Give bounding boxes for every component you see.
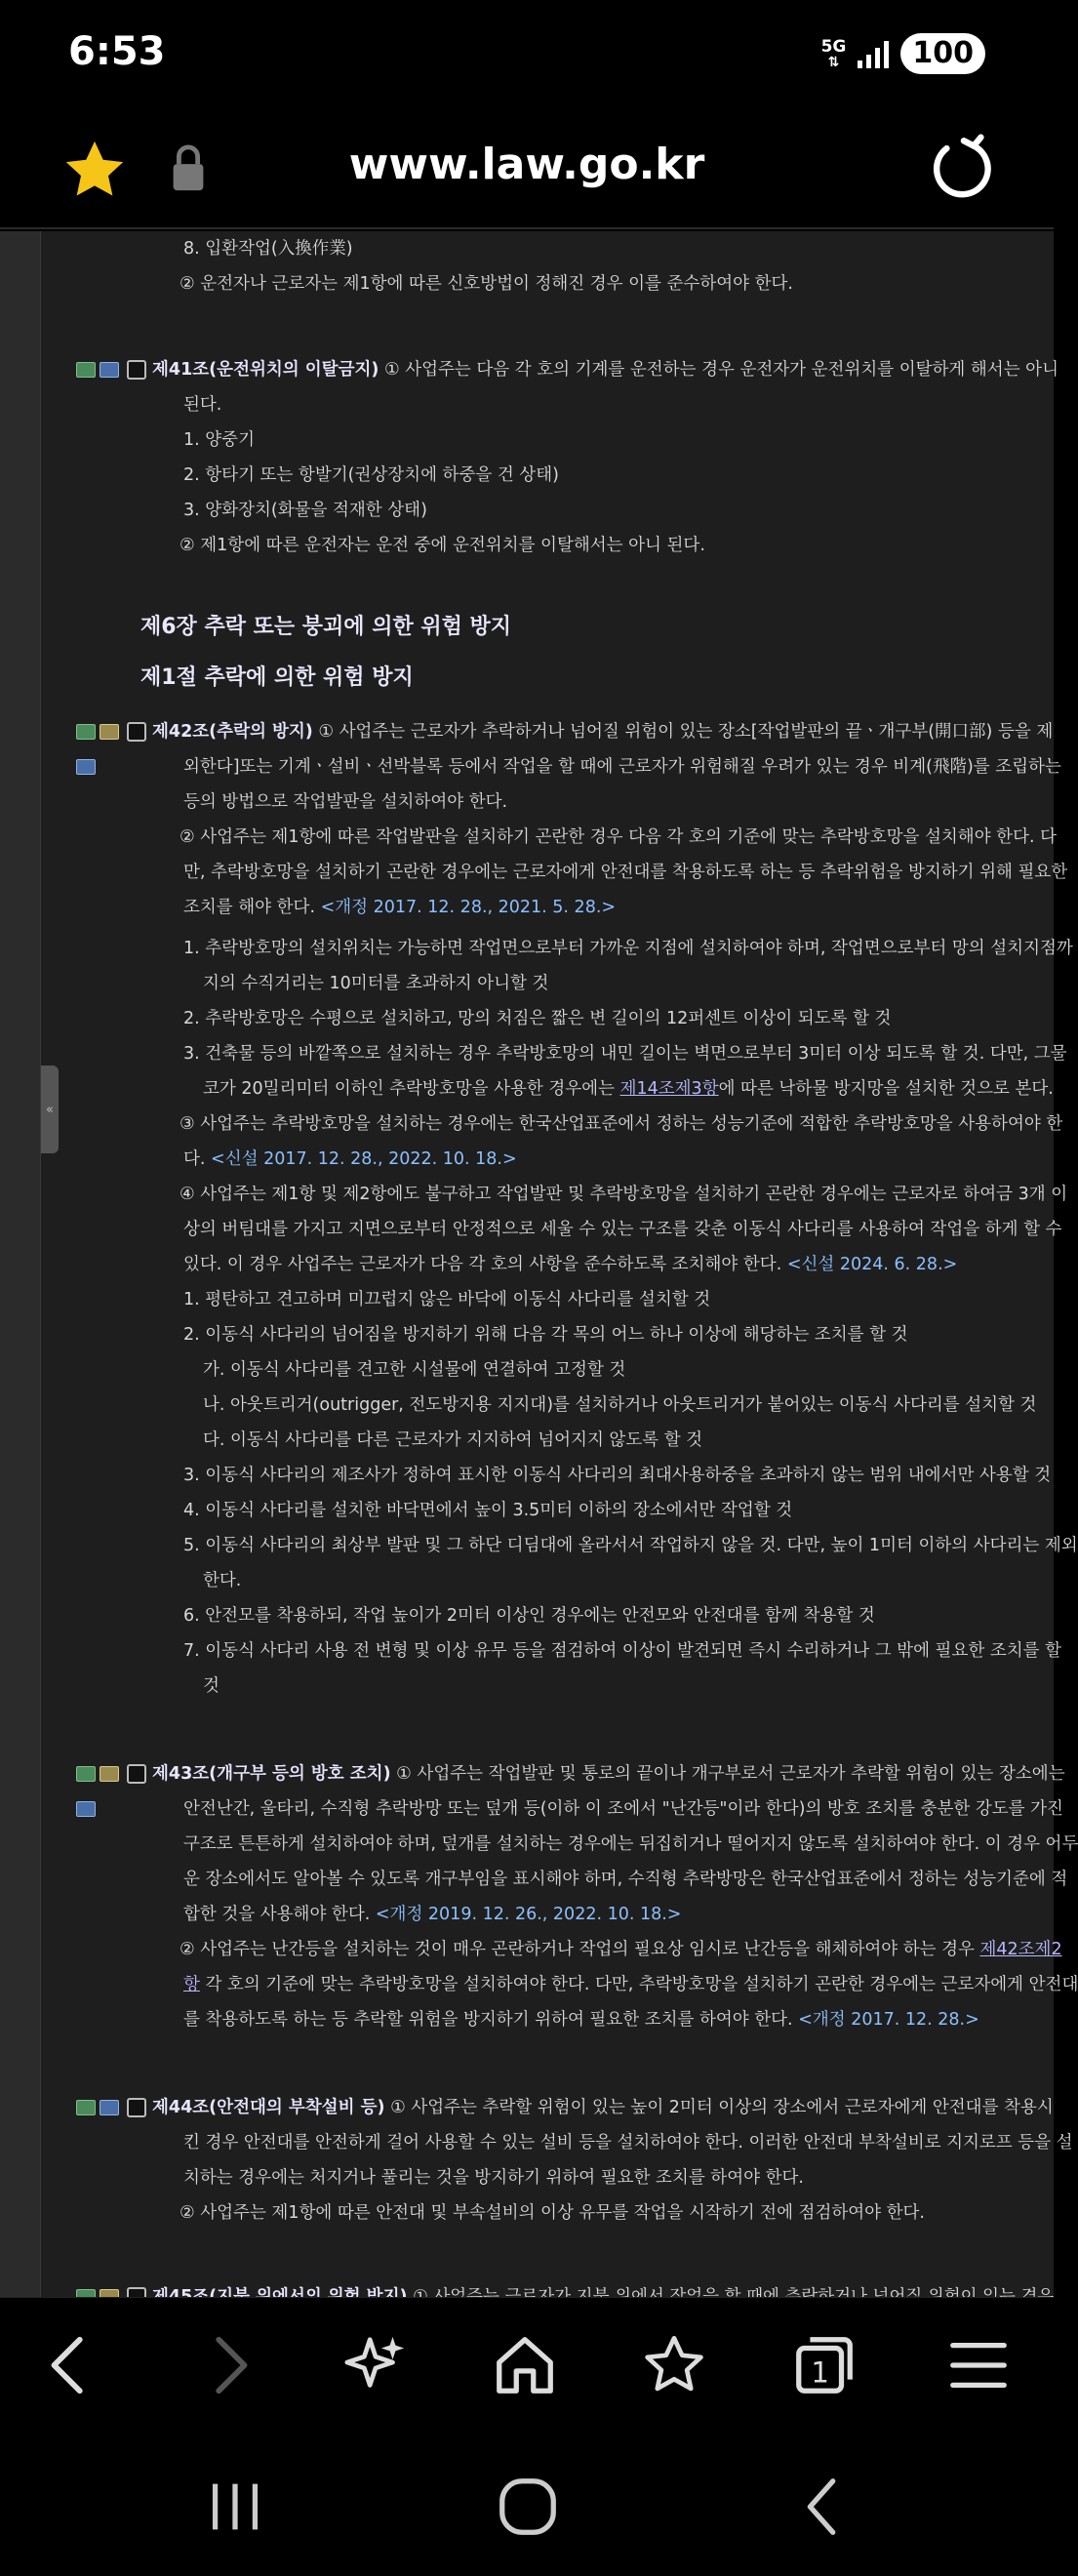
paragraph-text: 다. (183, 1149, 212, 1169)
paragraph (183, 890, 616, 925)
article-42 (76, 714, 1053, 749)
article-checkbox[interactable] (127, 1764, 146, 1784)
revision-note: <개정 2017. 12. 28.> (798, 2010, 979, 2030)
list-item: 3. 양화장치(화물을 적재한 상태) (183, 501, 427, 520)
revision-note: <개정 2019. 12. 26., 2022. 10. 18.> (375, 1905, 682, 1924)
rule-badge-icon[interactable] (100, 2100, 119, 2115)
paragraph: ③ 사업주는 추락방호망을 설치하는 경우에는 한국산업표준에서 정하는 성능기준에 적합한 추락방호망을 사용하여야 한 (180, 1114, 1063, 1134)
paragraph: ② 사업주는 제1항에 따른 작업발판을 설치하기 곤란한 경우 다음 각 호의 기준에 맞는 추락방호망을 설치해야 한다. 다 (180, 827, 1058, 847)
article-title[interactable]: 제44조(안전대의 부착설비 등) (152, 2098, 385, 2117)
rule-badge-icon[interactable] (100, 362, 119, 378)
paragraph (183, 1967, 1078, 2002)
list-item: 7. 이동식 사다리 사용 전 변형 및 이상 유무 등을 점검하여 이상이 발견되면 즉시 수리하거나 그 밖에 필요한 조치를 할 (183, 1641, 1062, 1661)
sub-item: 나. 아웃트리거(outrigger, 전도방지용 지지대)를 설치하거나 아웃트리거가 붙어있는 이동식 사다리를 설치할 것 (203, 1395, 1037, 1415)
reference-link[interactable]: 제14조제3항 (619, 1079, 719, 1099)
list-item: 1. 양중기 (183, 430, 255, 450)
article-checkbox[interactable] (127, 360, 146, 380)
list-item: 8. 입환작업(入換作業) (183, 239, 353, 259)
browser-bottom-toolbar (0, 2297, 1054, 2434)
rule-badge-row (76, 749, 100, 785)
recent-apps-icon[interactable] (201, 2473, 269, 2541)
home-button-icon[interactable] (494, 2473, 562, 2541)
list-item: 6. 안전모를 착용하되, 작업 높이가 2미터 이상인 경우에는 안전모와 안전대를 함께 착용할 것 (183, 1606, 875, 1626)
paragraph: ① 사업주는 다음 각 호의 기계를 운전하는 경우 운전자가 운전위치를 이탈하게 해서는 아니 (379, 360, 1058, 380)
list-item: 한다. (203, 1571, 242, 1590)
paragraph: 된다. (183, 395, 222, 415)
network-label: 5G (820, 36, 847, 57)
paragraph-text: 합한 것을 사용해야 한다. (183, 1905, 376, 1924)
paragraph: 외한다]또는 기계ㆍ설비ㆍ선박블록 등에서 작업을 할 때에 근로자가 위험해질 우려가 있는 경우 비계(飛階)를 조립하는 (183, 757, 1061, 777)
article-title[interactable]: 제41조(운전위치의 이탈금지) (152, 360, 379, 380)
system-navigation-bar (0, 2434, 1054, 2576)
list-item: 1. 추락방호망의 설치위치는 가능하면 작업면으로부터 가까운 지점에 설치하여야 하며, 작업면으로부터 망의 설치지점까 (183, 939, 1073, 958)
paragraph (183, 2002, 979, 2037)
paragraph (183, 1247, 957, 1282)
article-title[interactable]: 제42조(추락의 방지) (152, 722, 313, 742)
paragraph-text: 를 착용하도록 하는 등 추락할 위험을 방지하기 위하여 필요한 조치를 하여야 한다. (183, 2010, 799, 2030)
article-43 (76, 1756, 1065, 1791)
revision-note: <신설 2024. 6. 28.> (786, 1255, 958, 1274)
list-item: 것 (203, 1676, 220, 1696)
paragraph: 상의 버팀대를 가지고 지면으로부터 안정적으로 세울 수 있는 구조를 갖춘 이동식 사다리를 사용하여 작업을 하게 할 수 (183, 1220, 1062, 1239)
paragraph: 안전난간, 울타리, 수직형 추락방망 또는 덮개 등(이하 이 조에서 "난간등"이라 한다)의 방호 조치를 충분한 강도를 가진 (183, 1799, 1063, 1819)
article-44 (76, 2090, 1054, 2125)
list-item: 2. 추락방호망은 수평으로 설치하고, 망의 처짐은 짧은 변 길이의 12퍼센트 이상이 되도록 할 것 (183, 1009, 892, 1028)
paragraph: ① 사업주는 근로자가 추락하거나 넘어질 위험이 있는 장소[작업발판의 끝ㆍ개구부(開口部) 등을 제 (312, 722, 1054, 742)
battery-indicator: 100 (900, 33, 985, 74)
list-item: 지의 수직거리는 10미터를 초과하지 아니할 것 (203, 974, 549, 993)
svg-text:1: 1 (811, 2355, 829, 2390)
home-icon[interactable] (491, 2331, 559, 2399)
rule-badge-icon[interactable] (76, 759, 96, 775)
menu-icon[interactable] (944, 2331, 1013, 2399)
revision-note: <개정 2017. 12. 28., 2021. 5. 28.> (320, 898, 617, 917)
list-item: 4. 이동식 사다리를 설치한 바닥면에서 높이 3.5미터 이하의 장소에서만 작업할 것 (183, 1501, 793, 1520)
chapter-heading: 제6장 추락 또는 붕괴에 의한 위험 방지 (140, 615, 512, 639)
sub-item: 다. 이동식 사다리를 다른 근로자가 지지하여 넘어지지 않도록 할 것 (203, 1430, 703, 1450)
url-text[interactable]: www.law.go.kr (348, 140, 705, 189)
bookmarks-icon[interactable] (640, 2331, 708, 2399)
law-badge-icon[interactable] (76, 1766, 96, 1782)
article-checkbox[interactable] (127, 722, 146, 742)
forward-icon[interactable] (193, 2331, 261, 2399)
paragraph: 운 장소에서도 알아볼 수 있도록 개구부임을 표시해야 하며, 수직형 추락방망은 한국산업표준에서 정하는 성능기준에 적 (183, 1870, 1068, 1889)
list-item-text: 코가 20밀리미터 이하인 추락방호망을 사용한 경우에는 (203, 1079, 620, 1099)
law-badge-icon[interactable] (76, 724, 96, 740)
left-side-rail (0, 231, 41, 2297)
paragraph: ② 운전자나 근로자는 제1항에 따른 신호방법이 정해진 경우 이를 준수하여야 한다. (180, 274, 793, 294)
system-back-icon[interactable] (790, 2473, 858, 2541)
law-badge-icon[interactable] (76, 362, 96, 378)
revision-note: <신설 2017. 12. 28., 2022. 10. 18.> (211, 1149, 517, 1169)
rule-badge-row (76, 1791, 100, 1827)
status-bar (0, 0, 1054, 112)
paragraph-text: 조치를 해야 한다. (183, 898, 321, 917)
article-41 (76, 352, 1058, 387)
reference-link[interactable]: 항 (183, 1975, 200, 1994)
paragraph: ④ 사업주는 제1항 및 제2항에도 불구하고 작업발판 및 추락방호망을 설치하기 곤란한 경우에는 근로자로 하여금 3개 이 (180, 1185, 1068, 1204)
back-icon[interactable] (37, 2331, 105, 2399)
list-item: 1. 평탄하고 견고하며 미끄럽지 않은 바닥에 이동식 사다리를 설치할 것 (183, 1290, 711, 1309)
network-5g-icon: 5G ⇅ (820, 36, 847, 70)
list-item: 3. 건축물 등의 바깥쪽으로 설치하는 경우 추락방호망의 내민 길이는 벽면으로부터 3미터 이상 되도록 할 것. 다만, 그물 (183, 1044, 1067, 1064)
paragraph: ① 사업주는 작업발판 및 통로의 끝이나 개구부로서 근로자가 추락할 위험이 있는 장소에는 (390, 1764, 1065, 1784)
paragraph: 만, 추락방호망을 설치하기 곤란한 경우에는 근로자에게 안전대를 착용하도록 하는 등 추락위험을 방지하기 위해 필요한 (183, 863, 1068, 882)
paragraph: 구조로 튼튼하게 설치하여야 하며, 덮개를 설치하는 경우에는 뒤집히거나 떨어지지 않도록 설치하여야 한다. 이 경우 어두 (183, 1834, 1078, 1854)
paragraph: ② 사업주는 제1항에 따른 안전대 및 부속설비의 이상 유무를 작업을 시작하기 전에 점검하여야 한다. (180, 2203, 925, 2223)
article-title[interactable]: 제43조(개구부 등의 방호 조치) (152, 1764, 391, 1784)
ordinance-badge-icon[interactable] (100, 724, 119, 740)
paragraph: 등의 방법으로 작업발판을 설치하여야 한다. (183, 792, 508, 812)
status-time: 6:53 (68, 29, 166, 74)
sub-item: 가. 이동식 사다리를 견고한 시설물에 연결하여 고정할 것 (203, 1360, 626, 1380)
list-item-text: 에 따른 낙하물 방지망을 설치한 것으로 본다. (718, 1079, 1054, 1099)
paragraph: 킨 경우 안전대를 안전하게 걸어 사용할 수 있는 설비 등을 설치하여야 한다. 이러한 안전대 부착설비로 지지로프 등을 설 (183, 2133, 1073, 2153)
rule-badge-icon[interactable] (76, 1801, 96, 1817)
paragraph-text: ② 사업주는 난간등을 설치하는 것이 매우 곤란하거나 작업의 필요상 임시로 난간등을 해체하여야 하는 경우 (180, 1940, 980, 1959)
list-item (203, 1071, 1054, 1107)
paragraph (180, 1932, 1062, 1967)
paragraph-text: 각 호의 기준에 맞는 추락방호망을 설치하여야 한다. 다만, 추락방호망을 설치하기 곤란한 경우에는 근로자에게 안전대 (199, 1975, 1078, 1994)
list-item: 3. 이동식 사다리의 제조사가 정하여 표시한 이동식 사다리의 최대사용하중을 초과하지 않는 범위 내에서만 사용할 것 (183, 1466, 1052, 1485)
reload-icon[interactable] (927, 136, 995, 204)
paragraph: 치하는 경우에는 처지거나 풀리는 것을 방지하기 위하여 필요한 조치를 하여야 한다. (183, 2168, 804, 2188)
section-heading: 제1절 추락에 의한 위험 방지 (140, 665, 414, 690)
collapse-panel-tab[interactable]: « (41, 1066, 59, 1153)
law-badge-icon[interactable] (76, 2100, 96, 2115)
tabs-icon[interactable] (790, 2331, 858, 2399)
law-document-view[interactable] (0, 231, 1078, 2297)
status-icons (821, 33, 985, 74)
signal-strength-icon (858, 39, 889, 68)
list-item: 2. 항타기 또는 항발기(권상장치에 하중을 건 상태) (183, 465, 559, 485)
reference-link[interactable]: 제42조제2 (979, 1940, 1062, 1959)
ordinance-badge-icon[interactable] (100, 1766, 119, 1782)
paragraph-text: 있다. 이 경우 사업주는 근로자가 다음 각 호의 사항을 준수하도록 조치해야 한다. (183, 1255, 787, 1274)
paragraph (183, 1142, 517, 1177)
list-item: 2. 이동식 사다리의 넘어짐을 방지하기 위해 다음 각 목의 어느 하나 이상에 해당하는 조치를 할 것 (183, 1325, 908, 1345)
paragraph: ② 제1항에 따른 운전자는 운전 중에 운전위치를 이탈해서는 아니 된다. (180, 536, 705, 555)
article-checkbox[interactable] (127, 2098, 146, 2117)
paragraph: ① 사업주는 추락할 위험이 있는 높이 2미터 이상의 장소에서 근로자에게 안전대를 착용시 (384, 2098, 1054, 2117)
paragraph (183, 1897, 681, 1932)
browser-url-bar (0, 112, 1054, 229)
list-item: 5. 이동식 사다리의 최상부 발판 및 그 하단 디딤대에 올라서서 작업하지 않을 것. 다만, 높이 1미터 이하의 사다리는 제외 (183, 1536, 1078, 1555)
ai-sparkle-icon[interactable] (341, 2331, 410, 2399)
